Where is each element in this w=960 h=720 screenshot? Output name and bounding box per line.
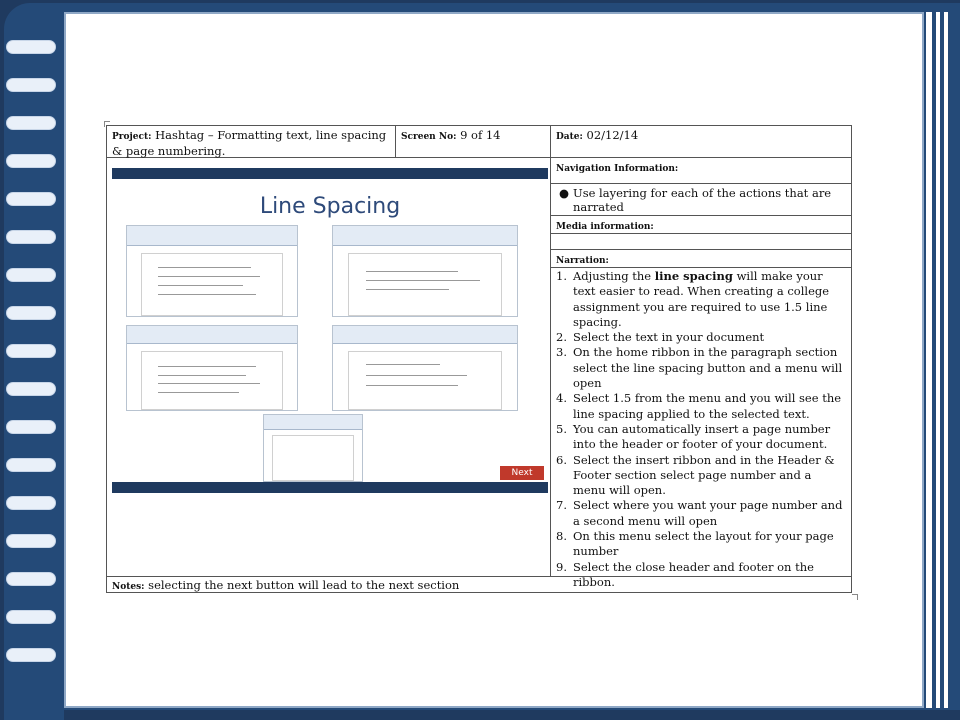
screenshot-thumbnail [332,325,518,411]
narration-item: 5. You can automatically insert a page number into the header or footer of your document. [556,421,831,452]
spiral-ring [6,306,56,320]
screen-label: Screen No: [401,132,457,142]
notes-label: Notes: [112,582,145,592]
spiral-ring [6,344,56,358]
spiral-ring [6,458,56,472]
spiral-ring [6,648,56,662]
bullet-icon: ● [559,186,570,200]
project-cell [107,126,396,158]
navigation-label: Navigation Information: [556,164,679,174]
screenshot-thumbnail [332,225,518,317]
margin-mark [852,594,858,600]
navigation-cell [551,184,852,216]
date-value: 02/12/14 [586,128,639,142]
spiral-ring [6,382,56,396]
project-label: Project: [112,132,152,142]
page-edge [936,12,940,708]
media-label: Media information: [556,222,654,232]
navigation-label-cell [551,158,852,184]
screenshot-thumbnail [263,414,363,482]
narration-item: 4. Select 1.5 from the menu and you will see the line spacing applied to the selected text. [556,391,842,421]
media-label-cell [551,216,852,234]
slide-bottom-bar [112,482,548,493]
spiral-ring [6,40,56,54]
narration-item: 1. Adjusting the line spacing will make your text easier to read. When creating a college assignment you are required to use 1.5 line spacing. [556,269,830,329]
page-edge [944,12,948,708]
narration-item: 2. Select the text in your document [556,330,765,345]
spiral-ring [6,610,56,624]
spiral-ring [6,496,56,510]
spiral-ring [6,230,56,244]
spiral-ring [6,154,56,168]
navigation-item [556,186,847,214]
narration-emphasis: line spacing [654,269,733,283]
notes-cell [107,577,852,593]
spiral-ring [6,116,56,130]
narration-item: 9. Select the close header and footer on the ribbon. [556,559,814,589]
narration-label: Narration: [556,256,609,266]
narration-item: 7. Select where you want your page number and a second menu will open [556,498,843,528]
spiral-ring [6,192,56,206]
next-button[interactable]: Next [500,466,544,480]
date-label: Date: [556,132,583,142]
project-value: Hashtag – Formatting text, line spacing & page numbering. [112,128,387,158]
spiral-ring [6,572,56,586]
navigation-item-text: Use layering for each of the actions that are narrated [573,186,832,214]
narration-cell [551,268,852,589]
spiral-ring [6,78,56,92]
margin-mark [104,121,110,127]
screen-cell [396,126,551,158]
spiral-ring [6,420,56,434]
slide-top-bar [112,168,548,179]
screenshot-thumbnail [126,225,298,317]
screenshot-thumbnail [126,325,298,411]
page-edge [926,12,932,708]
navigation-list [556,186,847,214]
narration-item: 6. Select the insert ribbon and in the Header & Footer section select page number and a menu will open. [556,452,835,498]
spiral-ring [6,534,56,548]
notes-value: selecting the next button will lead to the next section [148,578,460,592]
narration-list [556,269,847,590]
narration-label-cell [551,250,852,268]
slide-title: Line Spacing [259,194,401,219]
notebook-bottom-edge [64,710,960,720]
screen-value: 9 of 14 [460,128,501,142]
date-cell [551,126,852,158]
narration-item: 8. On this menu select the layout for your page number [556,529,834,559]
media-cell [551,234,852,250]
narration-item: 3. On the home ribbon in the paragraph section select the line spacing button and a menu will open [556,345,843,391]
spiral-ring [6,268,56,282]
